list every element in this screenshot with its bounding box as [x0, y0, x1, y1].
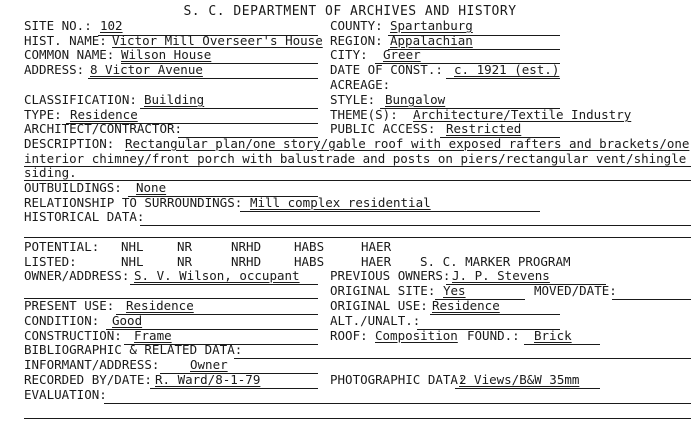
- relationship-label: RELATIONSHIP TO SURROUNDINGS:: [24, 195, 243, 210]
- section-divider: [24, 237, 691, 238]
- architect-label: ARCHITECT/CONTRACTOR:: [24, 121, 183, 136]
- address-value: 8 Victor Avenue: [90, 62, 203, 77]
- county-label: COUNTY:: [330, 18, 383, 33]
- region-label: REGION:: [330, 33, 383, 48]
- listed-nr: NR: [177, 254, 193, 269]
- potential-nr: NR: [177, 239, 193, 254]
- listed-haer: HAER: [361, 254, 392, 269]
- bibliographic-line: [234, 358, 691, 359]
- original-use-value: Residence: [432, 298, 500, 313]
- city-value: Greer: [383, 47, 421, 62]
- foundation-value: Brick: [534, 328, 572, 343]
- relationship-line: [240, 211, 540, 212]
- recorded-line: [150, 388, 318, 389]
- classification-value: Building: [144, 92, 205, 107]
- description-label: DESCRIPTION:: [24, 136, 115, 151]
- style-label: STYLE:: [330, 92, 376, 107]
- listed-nrhd: NRHD: [231, 254, 262, 269]
- original-site-label: ORIGINAL SITE:: [330, 283, 436, 298]
- theme-label: THEME(S):: [330, 107, 398, 122]
- address-line: [88, 78, 318, 79]
- alt-unalt-label: ALT./UNALT.:: [330, 313, 421, 328]
- date-line: [446, 78, 560, 79]
- common-name-label: COMMON NAME:: [24, 47, 115, 62]
- original-use-line: [430, 314, 560, 315]
- foundation-label: FOUND.:: [467, 328, 520, 343]
- outbuildings-value: None: [136, 180, 167, 195]
- description-rule-3: [24, 180, 691, 181]
- owner-label: OWNER/ADDRESS:: [24, 268, 130, 283]
- bibliographic-label: BIBLIOGRAPHIC & RELATED DATA:: [24, 342, 243, 357]
- potential-nrhd: NRHD: [231, 239, 262, 254]
- county-value: Spartanburg: [390, 18, 473, 33]
- historical-label: HISTORICAL DATA:: [24, 209, 145, 224]
- moved-date-label: MOVED/DATE:: [534, 283, 617, 298]
- date-label: DATE OF CONST.:: [330, 62, 443, 77]
- description-rule-2: [24, 166, 691, 167]
- description-line-1: Rectangular plan/one story/gable roof with exposed rafters and brackets/one: [125, 136, 690, 151]
- construction-label: CONSTRUCTION:: [24, 328, 122, 343]
- original-site-value: Yes: [443, 283, 466, 298]
- foundation-line: [524, 344, 600, 345]
- photo-label: PHOTOGRAPHIC DATA:: [330, 372, 466, 387]
- theme-value: Architecture/Textile Industry: [413, 107, 632, 122]
- description-line-2: interior chimney/front porch with balustrade and posts on piers/rectangular vent/shingle: [24, 151, 687, 166]
- date-value: c. 1921 (est.): [454, 62, 560, 77]
- construction-value: Frame: [134, 328, 172, 343]
- listed-habs: HABS: [294, 254, 325, 269]
- condition-label: CONDITION:: [24, 313, 100, 328]
- owner-value: S. V. Wilson, occupant: [134, 268, 300, 283]
- potential-nhl: NHL: [121, 239, 144, 254]
- historical-line: [140, 225, 691, 226]
- moved-date-line: [612, 299, 691, 300]
- listed-label: LISTED:: [24, 254, 77, 269]
- roof-label: ROOF:: [330, 328, 368, 343]
- relationship-value: Mill complex residential: [250, 195, 431, 210]
- public-access-value: Restricted: [446, 121, 522, 136]
- marker-program: S. C. MARKER PROGRAM: [420, 254, 571, 269]
- hist-name-label: HIST. NAME:: [24, 33, 107, 48]
- recorded-value: R. Ward/8-1-79: [155, 372, 261, 387]
- acreage-label: ACREAGE:: [330, 77, 391, 92]
- previous-owners-value: J. P. Stevens: [452, 268, 550, 283]
- type-value: Residence: [70, 107, 138, 122]
- form-title: S. C. DEPARTMENT OF ARCHIVES AND HISTORY: [183, 4, 517, 19]
- style-value: Bungalow: [385, 92, 446, 107]
- previous-owners-label: PREVIOUS OWNERS:: [330, 268, 451, 283]
- type-label: TYPE:: [24, 107, 62, 122]
- original-use-label: ORIGINAL USE:: [330, 298, 428, 313]
- region-value: Appalachian: [390, 33, 473, 48]
- evaluation-line: [104, 403, 691, 404]
- public-access-label: PUBLIC ACCESS:: [330, 121, 436, 136]
- present-use-label: PRESENT USE:: [24, 298, 115, 313]
- informant-label: INFORMANT/ADDRESS:: [24, 357, 160, 372]
- outbuildings-label: OUTBUILDINGS:: [24, 180, 122, 195]
- description-line-3: siding.: [24, 165, 77, 180]
- photo-line: [455, 388, 600, 389]
- city-label: CITY:: [330, 47, 368, 62]
- potential-haer: HAER: [361, 239, 392, 254]
- site-no-label: SITE NO.:: [24, 18, 92, 33]
- listed-nhl: NHL: [121, 254, 144, 269]
- potential-habs: HABS: [294, 239, 325, 254]
- classification-label: CLASSIFICATION:: [24, 92, 137, 107]
- present-use-value: Residence: [126, 298, 194, 313]
- recorded-label: RECORDED BY/DATE:: [24, 372, 152, 387]
- informant-value: Owner: [190, 357, 228, 372]
- evaluation-label: EVALUATION:: [24, 387, 107, 402]
- site-no-value: 102: [100, 18, 123, 33]
- roof-value: Composition: [375, 328, 458, 343]
- common-name-value: Wilson House: [121, 47, 212, 62]
- present-use-line: [116, 314, 318, 315]
- owner-line: [130, 284, 318, 285]
- address-label: ADDRESS:: [24, 62, 85, 77]
- condition-value: Good: [112, 313, 143, 328]
- evaluation-line-2: [24, 418, 691, 419]
- potential-label: POTENTIAL:: [24, 239, 100, 254]
- photo-value: 2 Views/B&W 35mm: [459, 372, 580, 387]
- hist-name-value: Victor Mill Overseer's House: [112, 33, 323, 48]
- classification-line: [140, 108, 318, 109]
